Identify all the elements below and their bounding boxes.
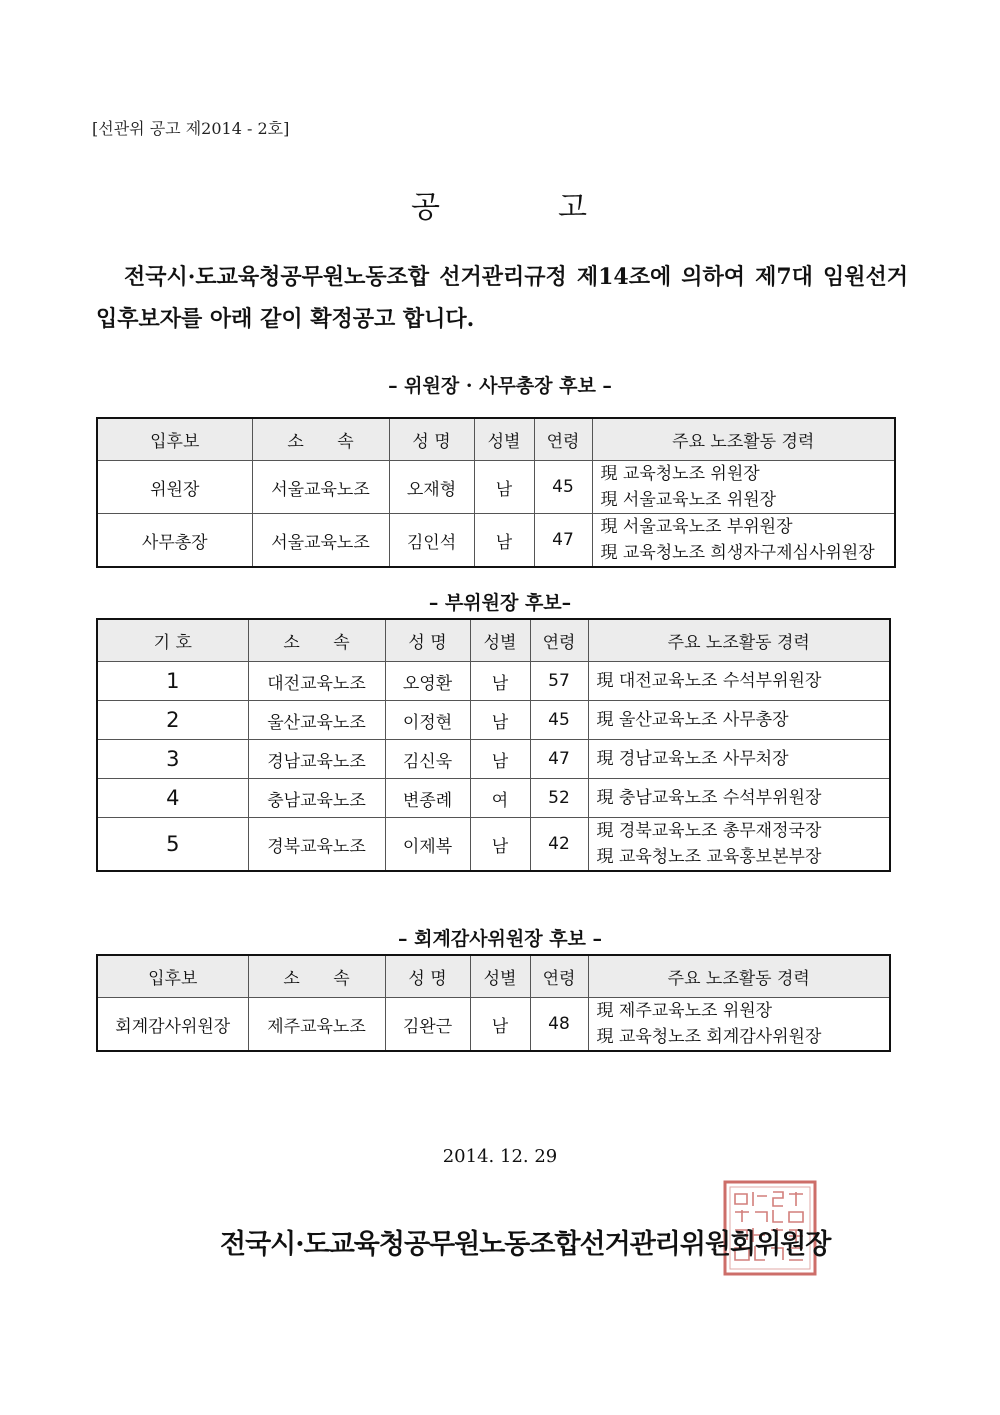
career-cell: 現 충남교육노조 수석부위원장: [588, 779, 890, 818]
header-gender: 성별: [470, 955, 530, 998]
header-number: 기 호: [97, 619, 248, 662]
table-row: [97, 662, 890, 701]
affiliation-cell: 경북교육노조: [248, 818, 385, 872]
affiliation-cell: 서울교육노조: [252, 461, 389, 514]
career-line: 現 서울교육노조 위원장: [600, 490, 777, 510]
gender-cell: 남: [474, 461, 534, 514]
gender-cell: 남: [470, 998, 530, 1052]
header-career: 주요 노조활동 경력: [588, 619, 890, 662]
name-cell: 오영환: [385, 662, 470, 701]
number-cell: 5: [97, 818, 248, 872]
number-cell: 2: [97, 701, 248, 740]
career-line: 現 교육청노조 희생자구제심사위원장: [600, 543, 875, 563]
age-cell: 45: [530, 701, 588, 740]
career-cell: 現 대전교육노조 수석부위원장: [588, 662, 890, 701]
age-cell: 52: [530, 779, 588, 818]
header-name: 성 명: [389, 418, 474, 461]
career-cell: [588, 998, 890, 1052]
intro-paragraph: [96, 256, 908, 340]
table-row: [97, 701, 890, 740]
table-row: [97, 779, 890, 818]
career-cell: [588, 818, 890, 872]
gender-cell: 남: [470, 662, 530, 701]
affiliation-cell: 경남교육노조: [248, 740, 385, 779]
audit-chairman-candidate-table: [96, 954, 891, 1052]
header-affiliation: 소 속: [248, 955, 385, 998]
chairman-candidate-table: [96, 417, 896, 568]
affiliation-cell: 울산교육노조: [248, 701, 385, 740]
career-cell: [592, 514, 895, 568]
name-cell: 이정현: [385, 701, 470, 740]
header-gender: 성별: [474, 418, 534, 461]
career-cell: 現 울산교육노조 사무총장: [588, 701, 890, 740]
vice-chairman-candidate-table: [96, 618, 891, 872]
gender-cell: 남: [470, 818, 530, 872]
name-cell: 김인석: [389, 514, 474, 568]
gender-cell: 남: [470, 740, 530, 779]
section-title-vice-chairman: – 부위원장 후보–: [428, 592, 572, 614]
table-row: [97, 998, 890, 1052]
table-header-row: [97, 619, 890, 662]
position-cell: 회계감사위원장: [97, 998, 248, 1052]
header-age: 연령: [534, 418, 592, 461]
header-gender: 성별: [470, 619, 530, 662]
affiliation-cell: 대전교육노조: [248, 662, 385, 701]
table-row: [97, 461, 895, 514]
affiliation-cell: 제주교육노조: [248, 998, 385, 1052]
career-line: 現 제주교육노조 위원장: [596, 1001, 773, 1021]
age-cell: 48: [530, 998, 588, 1052]
name-cell: 오재형: [389, 461, 474, 514]
age-cell: 57: [530, 662, 588, 701]
name-cell: 김완근: [385, 998, 470, 1052]
header-name: 성 명: [385, 955, 470, 998]
age-cell: 47: [530, 740, 588, 779]
header-affiliation: 소 속: [252, 418, 389, 461]
header-position: 입후보: [97, 955, 248, 998]
career-cell: 現 경남교육노조 사무처장: [588, 740, 890, 779]
name-cell: 이제복: [385, 818, 470, 872]
position-cell: 위원장: [97, 461, 252, 514]
header-position: 입후보: [97, 418, 252, 461]
career-line: 現 교육청노조 교육홍보본부장: [596, 847, 822, 867]
gender-cell: 여: [470, 779, 530, 818]
intro-line-1: 전국시·도교육청공무원노동조합 선거관리규정 제14조에 의하여 제7대 임원선거: [124, 264, 908, 290]
document-date: 2014. 12. 29: [442, 1146, 558, 1167]
career-line: 現 경북교육노조 총무재정국장: [596, 821, 822, 841]
section-title-chairman: – 위원장 · 사무총장 후보 –: [388, 375, 612, 397]
section-title-audit-chairman: – 회계감사위원장 후보 –: [397, 928, 603, 950]
number-cell: 1: [97, 662, 248, 701]
career-cell: [592, 461, 895, 514]
age-cell: 47: [534, 514, 592, 568]
header-career: 주요 노조활동 경력: [588, 955, 890, 998]
header-career: 주요 노조활동 경력: [592, 418, 895, 461]
name-cell: 김신욱: [385, 740, 470, 779]
career-line: 現 교육청노조 회계감사위원장: [596, 1027, 822, 1047]
career-line: 現 교육청노조 위원장: [600, 464, 760, 484]
title-char-1: 공: [411, 190, 442, 225]
affiliation-cell: 서울교육노조: [252, 514, 389, 568]
header-affiliation: 소 속: [248, 619, 385, 662]
issuer-name: 전국시·도교육청공무원노동조합선거관리위원회위원장: [220, 1229, 831, 1260]
table-row: [97, 740, 890, 779]
affiliation-cell: 충남교육노조: [248, 779, 385, 818]
table-row: [97, 818, 890, 872]
table-row: [97, 514, 895, 568]
position-cell: 사무총장: [97, 514, 252, 568]
name-cell: 변종례: [385, 779, 470, 818]
age-cell: 45: [534, 461, 592, 514]
number-cell: 3: [97, 740, 248, 779]
header-age: 연령: [530, 619, 588, 662]
document-number: [선관위 공고 제2014 - 2호]: [92, 119, 290, 138]
header-age: 연령: [530, 955, 588, 998]
gender-cell: 남: [474, 514, 534, 568]
gender-cell: 남: [470, 701, 530, 740]
intro-line-2: 입후보자를 아래 같이 확정공고 합니다.: [96, 306, 475, 332]
title-char-2: 고: [558, 190, 589, 225]
header-name: 성 명: [385, 619, 470, 662]
page-title: [0, 182, 1000, 226]
table-header-row: [97, 418, 895, 461]
career-line: 現 서울교육노조 부위원장: [600, 517, 793, 537]
table-header-row: [97, 955, 890, 998]
number-cell: 4: [97, 779, 248, 818]
age-cell: 42: [530, 818, 588, 872]
